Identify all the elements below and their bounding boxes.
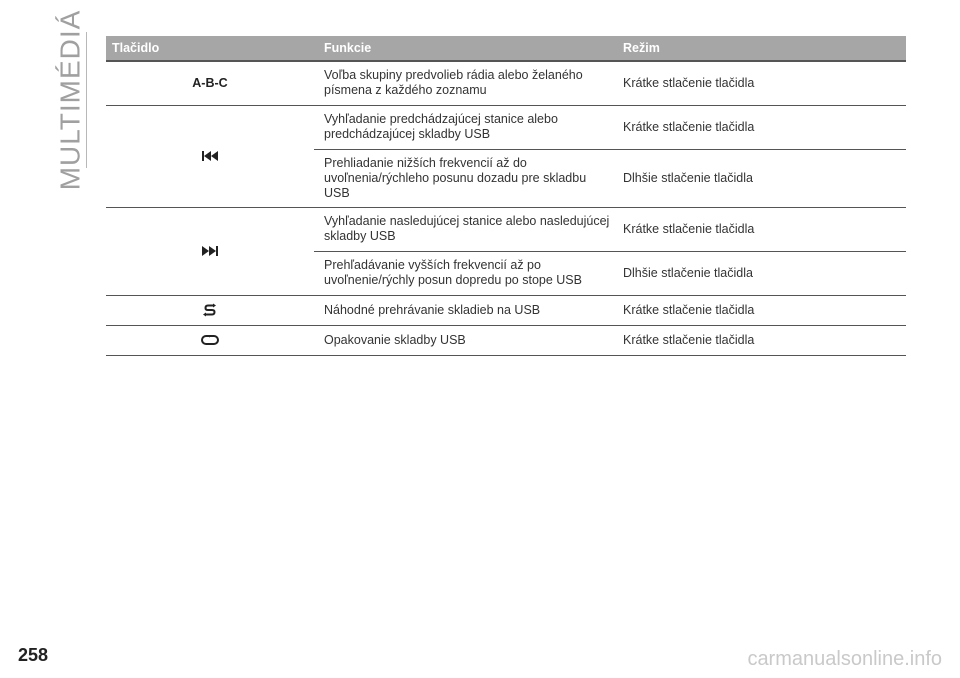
skip-previous-icon (202, 151, 218, 161)
section-label: MULTIMÉDIÁ (54, 9, 86, 191)
table-row (106, 105, 906, 149)
function-text: Opakovanie skladby USB (324, 332, 466, 347)
button-function-table (106, 36, 906, 356)
mode-text: Dlhšie stlačenie tlačidla (623, 265, 753, 280)
button-repeat (106, 325, 314, 355)
function-text: Prehliadanie nižších frekvencií až do uvoľnenia/rýchleho posunu dozadu pre skladbu USB (324, 155, 587, 200)
watermark: carmanualsonline.info (747, 648, 942, 670)
table-row (106, 61, 906, 105)
header-function: Funkcie (314, 36, 617, 61)
mode-text: Krátke stlačenie tlačidla (623, 221, 755, 236)
function-text: Vyhľadanie predchádzajúcej stanice alebo predchádzajúcej skladby USB (324, 112, 558, 141)
header-button: Tlačidlo (106, 36, 314, 61)
mode-text: Dlhšie stlačenie tlačidla (623, 170, 753, 185)
table-header-row (106, 36, 906, 61)
mode-text: Krátke stlačenie tlačidla (623, 302, 755, 317)
mode-text: Krátke stlačenie tlačidla (623, 332, 755, 347)
function-text: Prehľadávanie vyšších frekvencií až po uvoľnenie/rýchly posun dopredu po stope USB (324, 258, 582, 287)
button-abc: A-B-C (192, 75, 228, 90)
page-number: 258 (18, 645, 49, 665)
table-row (106, 207, 906, 251)
button-shuffle (106, 295, 314, 325)
button-skip-previous (106, 105, 314, 207)
mode-text: Krátke stlačenie tlačidla (623, 75, 755, 90)
table-row (106, 325, 906, 355)
function-text: Náhodné prehrávanie skladieb na USB (324, 302, 541, 317)
section-divider (86, 32, 87, 168)
button-skip-next (106, 207, 314, 295)
header-mode: Režim (617, 36, 906, 61)
repeat-icon (201, 335, 219, 345)
function-text: Vyhľadanie nasledujúcej stanice alebo nasledujúcej skladby USB (324, 214, 610, 243)
shuffle-icon (203, 303, 217, 317)
skip-next-icon (202, 246, 218, 256)
table-row (106, 295, 906, 325)
mode-text: Krátke stlačenie tlačidla (623, 119, 755, 134)
function-text: Voľba skupiny predvolieb rádia alebo želaného písmena z každého zoznamu (324, 68, 583, 98)
